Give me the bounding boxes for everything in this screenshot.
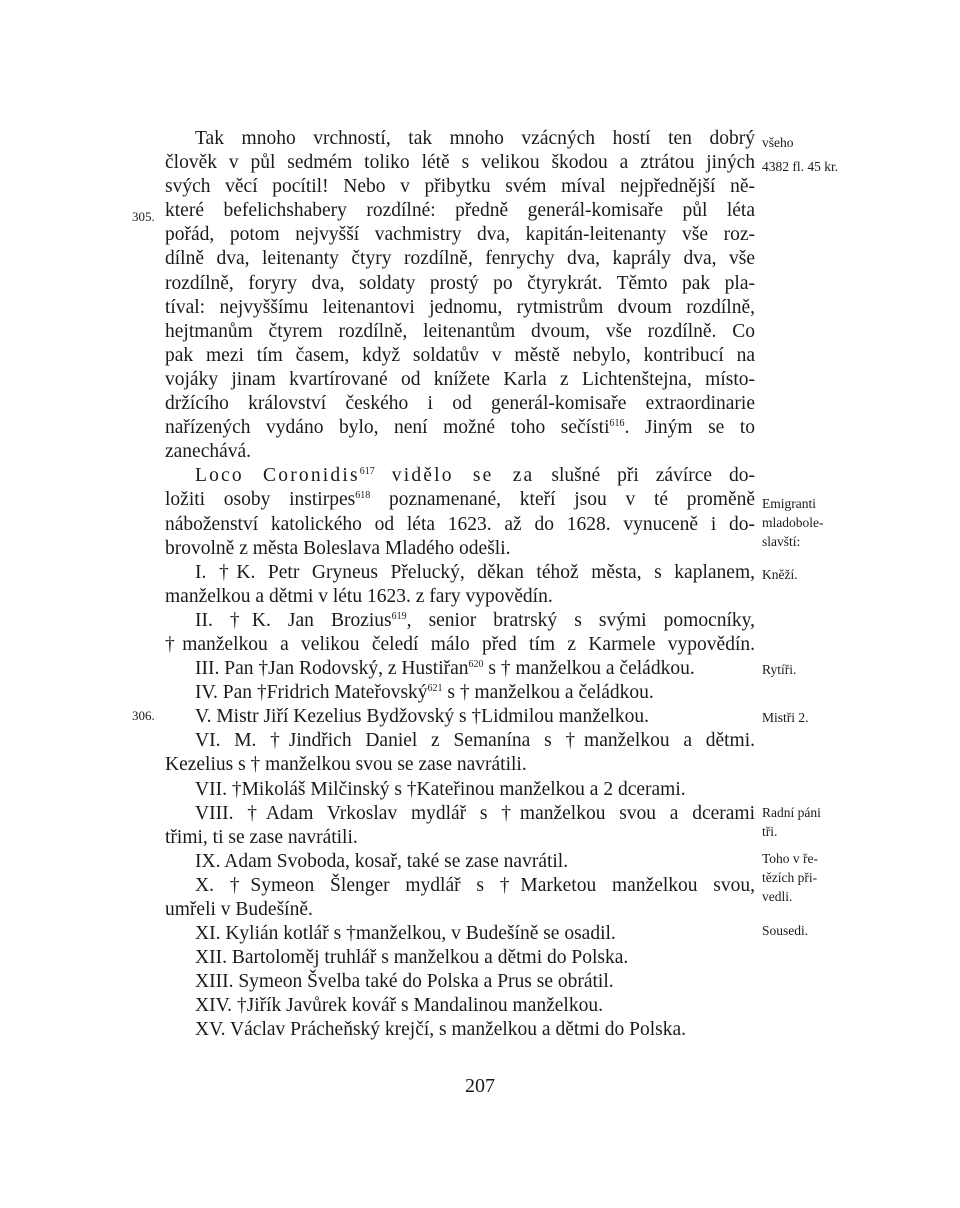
margin-note: vedli. (762, 889, 793, 904)
list-item: I. †K. Petr Gryneus Přelucký, děkan téhož města, s kaplanem, (195, 561, 755, 583)
text-line: brovolně z města Boleslava Mladého odešli. (165, 537, 511, 559)
list-item: XIV. †Jiřík Javůrek kovář s Mandalinou manželkou. (195, 995, 603, 1017)
list-item-cont: manželkou a dětmi v létu 1623. z fary vypovědín. (165, 585, 553, 607)
list-item (165, 609, 755, 633)
line-number: 306. (132, 708, 155, 723)
text-line: náboženství katolického od léta 1623. až do 1628. vynuceně i do- (165, 513, 755, 535)
margin-note: Rytíři. (762, 662, 797, 677)
text-part: nařízených vydáno bylo, není možné toho sečísti (165, 417, 610, 439)
line-number: 305. (132, 209, 155, 224)
list-item: VI. M. †Jindřich Daniel z Semanína s †manželkou a dětmi. (195, 730, 755, 752)
margin-note: Radní páni (762, 805, 821, 820)
spaced-text: Loco Coronidis (195, 465, 360, 487)
text-line: člověk v půl sedmém toliko létě s velikou škodou a ztrátou jiných (165, 152, 755, 174)
text-part: slušné při závírce do- (551, 465, 756, 487)
list-item: X. †Symeon Šlenger mydlář s †Marketou manželkou svou, (195, 874, 755, 896)
text-line: Tak mnoho vrchností, tak mnoho vzácných hostí ten dobrý (195, 128, 755, 149)
text-part: II. †K. Jan Brozius (195, 609, 392, 631)
footnote-ref: 621 (427, 683, 443, 695)
text-line: hejtmanům čtyrem rozdílně, leitenantům dvoum, vše rozdílně. Co (165, 320, 755, 342)
text-line: držícího království českého i od generál-komisaře extraordinarie (165, 393, 755, 415)
margin-note: všeho (762, 135, 794, 150)
margin-note: Emigranti (762, 496, 816, 511)
text-part: s † manželkou a čeládkou. (483, 658, 695, 680)
page-number: 207 (465, 1075, 495, 1097)
footnote-ref: 620 (468, 659, 484, 671)
footnote-ref: 618 (355, 490, 371, 502)
margin-note: mladobole- (762, 515, 824, 530)
margin-note: 4382 fl. 45 kr. (762, 159, 839, 174)
text-line (165, 488, 755, 512)
text-line (165, 416, 755, 440)
text-line (165, 464, 755, 488)
list-item-cont: třimi, ti se zase navrátili. (165, 826, 358, 848)
text-part: III. Pan †Jan Rodovský, z Hustiřan (195, 658, 469, 680)
margin-note: Mistři 2. (762, 710, 809, 725)
list-item (165, 657, 755, 681)
text-line: zanechává. (165, 441, 252, 463)
footnote-ref: 619 (391, 610, 407, 622)
list-item-cont: †manželkou a velikou čeledí málo před tím z Karmele vypovědín. (165, 633, 755, 655)
list-item-cont: umřeli v Budešíně. (165, 899, 313, 920)
list-item: XIII. Symeon Švelba také do Polska a Prus se obrátil. (195, 971, 614, 993)
list-item: V. Mistr Jiří Kezelius Bydžovský s †Lidmilou manželkou. (195, 706, 650, 728)
text-part: poznamenané, kteří jsou v té proměně (388, 489, 756, 511)
footnote-ref: 617 (359, 466, 375, 478)
text-line: které befelichshabery rozdílné: předně generál-komisaře půl léta (165, 200, 755, 222)
margin-note: tři. (762, 824, 778, 839)
text-part: , senior bratrský s svými pomocníky, (406, 609, 755, 631)
text-part: s † manželkou a čeládkou. (442, 682, 654, 704)
margin-note: Sousedi. (762, 923, 809, 938)
text-part: . Jiným se to (624, 417, 755, 439)
list-item: XI. Kylián kotlář s †manželkou, v Budešíně se osadil. (195, 923, 616, 945)
footnote-ref: 616 (609, 418, 625, 430)
list-item: XII. Bartoloměj truhlář s manželkou a dětmi do Polska. (195, 947, 629, 969)
list-item: VII. †Mikoláš Milčinský s †Kateřinou manželkou a 2 dcerami. (195, 778, 686, 800)
text-line: rozdílně, foryry dva, soldaty prostý po čtyrykrát. Těmto pak pla- (165, 272, 755, 294)
list-item: XV. Václav Prácheňský krejčí, s manželkou a dětmi do Polska. (195, 1019, 687, 1041)
list-item: IX. Adam Svoboda, kosař, také se zase navrátil. (195, 850, 569, 872)
text-line: dílně dva, leitenanty čtyry rozdílně, fenrychy dva, kaprály dva, vše (165, 248, 755, 270)
margin-note: Toho v ře- (762, 851, 819, 866)
text-line: pořád, potom nejvyšší vachmistry dva, kapitán-leitenanty vše roz- (165, 224, 755, 246)
list-item (165, 681, 755, 705)
margin-note: Kněží. (762, 567, 798, 582)
text-line: tíval: nejvyššímu leitenantovi jednomu, rytmistrům dvoum rozdílně, (165, 296, 755, 318)
list-item-cont: Kezelius s † manželkou svou se zase navrátili. (165, 754, 527, 776)
text-line: pak mezi tím časem, když soldatův v městě nebylo, kontribucí na (165, 344, 755, 366)
list-item: VIII. †Adam Vrkoslav mydlář s †manželkou svou a dcerami (195, 802, 755, 824)
spaced-text: vidělo se za (391, 465, 535, 487)
text-part: IV. Pan †Fridrich Mateřovský (195, 682, 428, 704)
text-line: svých věcí pocítil! Nebo v přibytku svém míval nejpřednější ně- (165, 176, 755, 198)
margin-note: tězích při- (762, 870, 818, 885)
main-text (165, 127, 755, 1043)
margin-note: slavští: (762, 534, 801, 549)
text-part: ložiti osoby instirpes (165, 489, 356, 511)
text-line: vojáky jinam kvartírované od knížete Karla z Lichtenštejna, místo- (165, 368, 755, 390)
